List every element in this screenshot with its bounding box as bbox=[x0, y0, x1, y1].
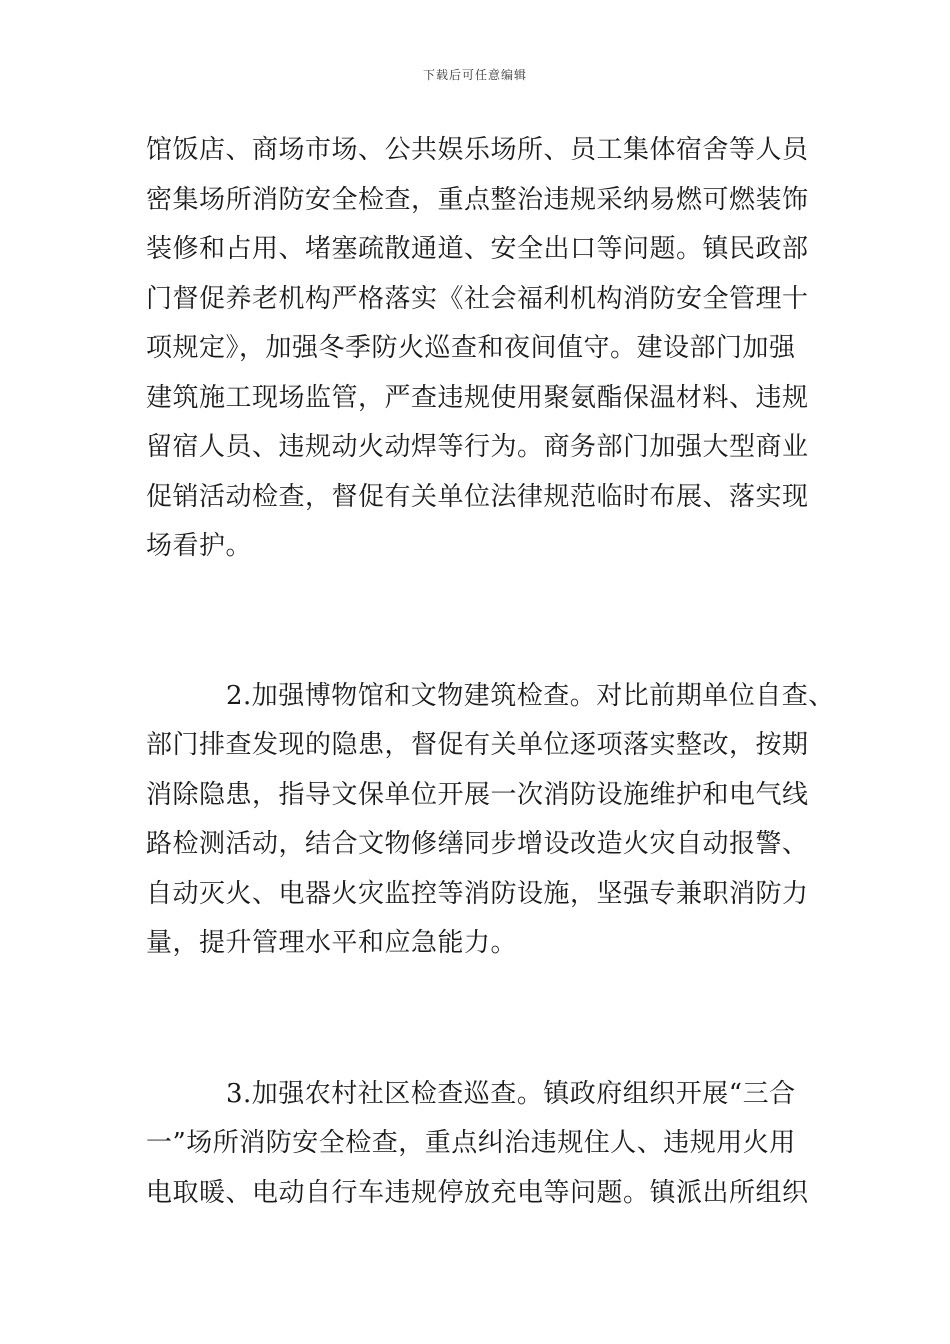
paragraph-1-line-3: 装修和占用、堵塞疏散通道、安全出口等问题。镇民政部 bbox=[146, 234, 809, 264]
paragraph-1-line-2: 密集场所消防安全检查，重点整治违规采纳易燃可燃装饰 bbox=[146, 185, 809, 215]
paragraph-1-line-6: 建筑施工现场监管，严查违规使用聚氨酯保温材料、违规 bbox=[146, 383, 809, 413]
paragraph-2-line-6: 量，提升管理水平和应急能力。 bbox=[146, 928, 518, 958]
paragraph-1-line-5: 项规定》，加强冬季防火巡查和夜间值守。建设部门加强 bbox=[146, 333, 796, 363]
paragraph-1-line-7: 留宿人员、违规动火动焊等行为。商务部门加强大型商业 bbox=[146, 432, 809, 462]
paragraph-2-line-4: 路检测活动，结合文物修缮同步增设改造火灾自动报警、 bbox=[146, 829, 809, 859]
paragraph-2-line-2: 部门排查发现的隐患，督促有关单位逐项落实整改，按期 bbox=[146, 730, 809, 760]
paragraph-1-line-1: 馆饭店、商场市场、公共娱乐场所、员工集体宿舍等人员 bbox=[146, 135, 809, 165]
paragraph-2-line-3: 消除隐患，指导文保单位开展一次消防设施维护和电气线 bbox=[146, 780, 809, 810]
paragraph-1-line-4: 门督促养老机构严格落实《社会福利机构消防安全管理十 bbox=[146, 284, 809, 314]
paragraph-2-line-1: 2.加强博物馆和文物建筑检查。对比前期单位自查、 bbox=[226, 681, 835, 711]
paragraph-2-line-5: 自动灭火、电器火灾监控等消防设施，坚强专兼职消防力 bbox=[146, 879, 809, 909]
paragraph-1-line-8: 促销活动检查，督促有关单位法律规范临时布展、落实现 bbox=[146, 482, 809, 512]
paragraph-3-line-2: 一”场所消防安全检查，重点纠治违规住人、违规用火用 bbox=[146, 1128, 796, 1158]
paragraph-3-line-3: 电取暖、电动自行车违规停放充电等问题。镇派出所组织 bbox=[146, 1178, 809, 1208]
page-header-note: 下载后可任意编辑 bbox=[422, 68, 527, 82]
paragraph-1-line-9: 场看护。 bbox=[146, 531, 253, 561]
paragraph-3-line-1: 3.加强农村社区检查巡查。镇政府组织开展“三合 bbox=[226, 1079, 796, 1109]
